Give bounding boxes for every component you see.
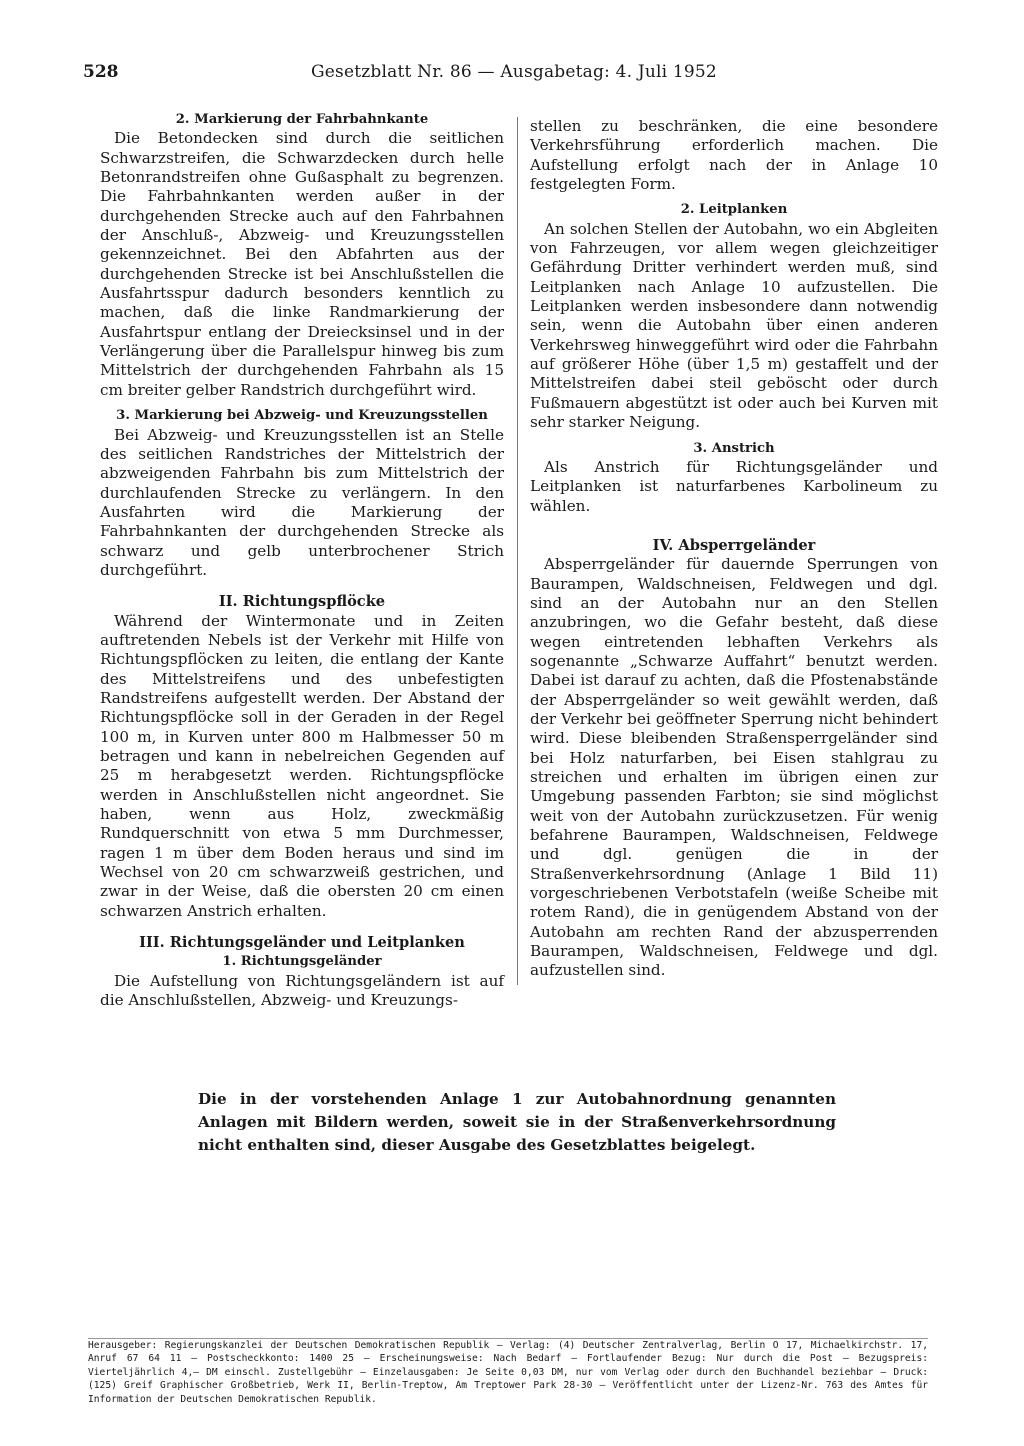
paragraph-fahrbahnkante: Die Betondecken sind durch die seitlichen Schwarzstreifen, die Schwarzdecken durch helle Betonrandstreifen ohne Gußasphalt zu begrenzen. Die Fahrbahnkanten werden außer in der durchgehenden Strecke auch auf den Fahrbahnen der Anschluß-, Abzweig- und Kreuzungsstellen gekennzeichnet. Bei den Abfahrten aus der durchgehenden Strecke ist bei Anschlußstellen die Ausfahrtsspur dadurch besonders kenntlich zu machen, daß die linke Randmarkierung der Ausfahrtspur entlang der Dreiecksinsel und in der Verlängerung über die Parallelspur hinweg bis zum Mittelstrich der durchgehenden Fahrbahn als 15 cm breiter gelber Randstrich durchgeführt wird. [100, 129, 504, 399]
page-number: 528 [83, 62, 119, 82]
chapter-heading-richtungspfloecke: II. Richtungspflöcke [218, 593, 386, 611]
paragraph-abzweig: Bei Abzweig- und Kreuzungsstellen ist an Stelle des seitlichen Randstriches der Mittelstrich der abzweigenden Fahrbahn bis zum Mittelstrich der durchlaufenden Strecke zu verlängern. In den Ausfahrten wird die Markierung der Fahrbahnkanten der durchgehenden Strecke als schwarz und gelb unterbrochener Strich durchgeführt. [100, 425, 504, 579]
paragraph-leitplanken: An solchen Stellen der Autobahn, wo ein Abgleiten von Fahrzeugen, vor allem wegen gleichzeitiger Gefährdung Dritter verhindert werden muß, sind Leitplanken nach Anlage 10 aufzustellen. Die Leitplanken werden insbesondere dann notwendig sein, wenn die Autobahn über einen anderen Verkehrsweg hinweggeführt wird oder die Fahrbahn auf größerer Höhe (über 1,5 m) gestaffelt und der Mittelstreifen dabei steil geböscht oder durch Fußmauern abgestützt ist oder auch bei Kurven mit sehr starker Neigung. [530, 219, 938, 432]
column-divider [517, 117, 518, 985]
right-column [530, 117, 938, 981]
chapter-heading-richtungsgelaender: III. Richtungsgeländer und Leitplanken [139, 934, 465, 952]
paragraph-anstrich: Als Anstrich für Richtungsgeländer und Leitplanken ist naturfarbenes Karbolineum zu wählen. [530, 457, 938, 515]
publisher-imprint: Herausgeber: Regierungskanzlei der Deutschen Demokratischen Republik — Verlag: (4) Deutscher Zentralverlag, Berlin O 17, Michaelkirchstr. 17, Anruf 67 64 11 — Postscheckkonto: 1400 25 — Erscheinungsweise: Nach Bedarf — Fortlaufender Bezug: Nur durch die Post — Bezugspreis: Vierteljährlich 4,— DM einschl. Zustellgebühr — Einzelausgaben: Je Seite 0,03 DM, nur vom Verlag oder durch den Buchhandel beziehbar — Druck: (125) Greif Graphischer Großbetrieb, Werk II, Berlin-Treptow, Am Treptower Park 28-30 — Veröffentlicht unter der Lizenz-Nr. 763 des Amtes für Information der Deutschen Demokratischen Republik. [88, 1340, 928, 1405]
section-heading-leitplanken: 2. Leitplanken [680, 202, 788, 218]
section-heading-richtungsgelaender: 1. Richtungsgeländer [222, 954, 382, 970]
paragraph-richtungspfloecke: Während der Wintermonate und in Zeiten auftretenden Nebels ist der Verkehr mit Hilfe von Richtungspflöcken zu leiten, die entlang der Kante des Mittelstreifens und des unbefestigten Randstreifens aufgestellt werden. Der Abstand der Richtungspflöcke soll in der Geraden in der Regel 100 m, in Kurven unter 800 m Halbmesser 50 m betragen und kann in nebelreichen Gegenden auf 25 m herabgesetzt werden. Richtungspflöcke werden in Anschlußstellen nicht angeordnet. Sie haben, wenn aus Holz, zweckmäßig Rundquerschnitt von etwa 5 mm Durchmesser, ragen 1 m über dem Boden heraus und sind im Wechsel von 20 cm schwarzweiß gestrichen, und zwar in der Weise, daß die obersten 20 cm einen schwarzen Anstrich erhalten. [100, 611, 504, 920]
section-heading-fahrbahnkante: 2. Markierung der Fahrbahnkante [175, 112, 429, 127]
left-column [100, 110, 504, 1010]
paragraph-continued: stellen zu beschränken, die eine besondere Verkehrsführung erforderlich machen. Die Aufstellung erfolgt nach der in Anlage 10 festgelegten Form. [530, 117, 938, 194]
section-heading-abzweig: 3. Markierung bei Abzweig- und Kreuzungsstellen [116, 408, 488, 424]
header-title: Gesetzblatt Nr. 86 — Ausgabetag: 4. Juli 1952 [311, 62, 717, 82]
running-header [83, 60, 795, 84]
paragraph-absperrgelaender: Absperrgeländer für dauernde Sperrungen von Baurampen, Waldschneisen, Feldwegen und dgl. sind an der Autobahn nur an den Stellen anzubringen, wo die Gefahr besteht, daß diese wegen eintretenden lebhaften Verkehrs als sogenannte „Schwarze Auffahrt“ benutzt werden. Dabei ist darauf zu achten, daß die Pfostenabstände der Absperrgeländer so weit gewählt werden, daß der Verkehr bei geöffneter Sperrung nicht behindert wird. Diese bleibenden Straßensperrgeländer sind bei Holz naturfarben, bei Eisen stahlgrau zu streichen und erhalten im übrigen einen zur Umgebung passenden Farbton; sie sind möglichst weit von der Autobahn zurückzusetzen. Für wenig befahrene Baurampen, Waldschneisen, Feldwege und dgl. genügen die in der Straßenverkehrsordnung (Anlage 1 Bild 11) vorgeschriebenen Verbotstafeln (weiße Scheibe mit rotem Rand), die in genügendem Abstand von der Autobahn am rechten Rand der abzusperrenden Baurampen, Waldschneisen, Feldwege und dgl. aufzustellen sind. [530, 555, 938, 980]
chapter-heading-absperrgelaender: IV. Absperrgeländer [652, 536, 816, 554]
section-heading-anstrich: 3. Anstrich [693, 440, 775, 456]
supplement-notice: Die in der vorstehenden Anlage 1 zur Autobahnordnung genannten Anlagen mit Bildern werden, soweit sie in der Straßenverkehrsordnung nicht enthalten sind, dieser Ausgabe des Gesetzblattes beigelegt. [198, 1090, 836, 1154]
paragraph-richtungsgelaender: Die Aufstellung von Richtungsgeländern ist auf die Anschlußstellen, Abzweig- und Kreuzungs- [100, 971, 504, 1010]
